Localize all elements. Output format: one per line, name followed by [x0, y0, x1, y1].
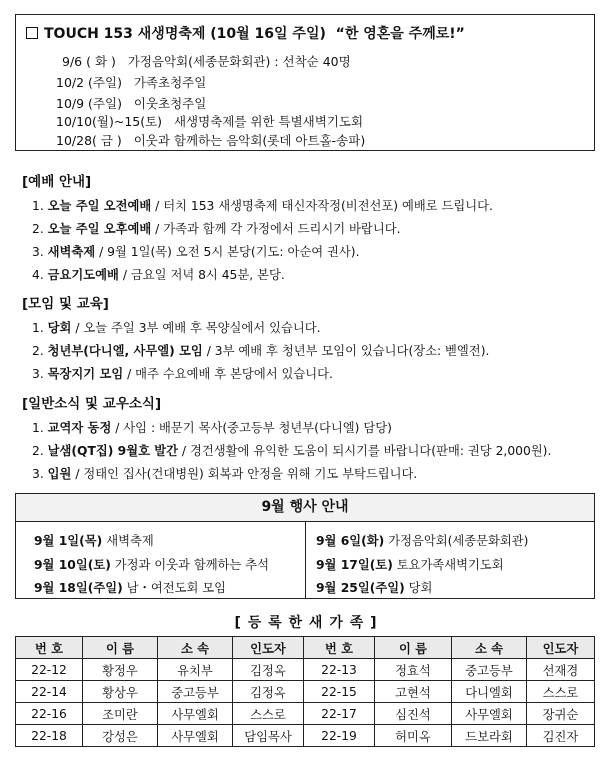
list-item: 3. 목장지기 모임 / 매주 수요예배 후 본당에서 있습니다.: [32, 367, 333, 381]
festival-event: 10/2 (주일) 가족초청주일: [56, 75, 207, 90]
festival-event: 10/9 (주일) 이웃초청주일: [56, 96, 207, 111]
list-item: 3. 새벽축제 / 9월 1일(목) 오전 5시 본당(기도: 아순여 권사).: [32, 245, 360, 259]
table-cell: 사무엘회: [158, 703, 233, 725]
table-cell: 중고등부: [452, 659, 527, 681]
table-cell: 김진자: [527, 725, 595, 747]
schedule-title: 9월 행사 안내: [16, 494, 594, 522]
table-cell: 장귀순: [527, 703, 595, 725]
list-item: 2. 날샘(QT집) 9월호 발간 / 경건생활에 유익한 도움이 되시기를 바랍니다(판매: 권당 2,000원).: [32, 444, 552, 458]
festival-title: TOUCH 153 새생명축제 (10월 16일 주일) “한 영혼을 주께로!”: [26, 23, 465, 43]
checkbox-square-icon: [26, 27, 38, 39]
table-cell: 22-17: [304, 703, 375, 725]
table-cell: 다니엘회: [452, 681, 527, 703]
table-row: [16, 681, 595, 703]
schedule-item: 9월 18일(주일) 남・여전도회 모임: [34, 581, 226, 595]
table-cell: 사무엘회: [452, 703, 527, 725]
column-header: 번 호: [304, 637, 375, 659]
table-cell: 22-12: [16, 659, 83, 681]
schedule-item: 9월 25일(주일) 당회: [316, 581, 433, 595]
section-heading-meetings: [모임 및 교육]: [22, 296, 109, 312]
table-cell: 조미란: [83, 703, 158, 725]
table-cell: 스스로: [233, 703, 304, 725]
table-row: [16, 659, 595, 681]
table-cell: 선재경: [527, 659, 595, 681]
column-header: 번 호: [16, 637, 83, 659]
table-cell: 황정우: [83, 659, 158, 681]
festival-box: [15, 14, 595, 151]
table-cell: 고현석: [375, 681, 452, 703]
festival-event: 10/28( 금 ) 이웃과 함께하는 음악회(롯데 아트홀-송파): [56, 133, 366, 148]
list-item: 3. 입원 / 정태인 집사(건대병원) 회복과 안정을 위해 기도 부탁드립니다.: [32, 467, 418, 481]
schedule-item: 9월 17일(토) 토요가족새벽기도회: [316, 558, 504, 572]
column-header: 이 름: [375, 637, 452, 659]
table-cell: 스스로: [527, 681, 595, 703]
table-cell: 22-19: [304, 725, 375, 747]
table-cell: 22-13: [304, 659, 375, 681]
table-cell: 22-14: [16, 681, 83, 703]
table-cell: 중고등부: [158, 681, 233, 703]
list-item: 2. 청년부(다니엘, 사무엘) 모임 / 3부 예배 후 청년부 모임이 있습니다(장소: 벧엘전).: [32, 344, 490, 358]
column-header: 소 속: [452, 637, 527, 659]
table-cell: 강성은: [83, 725, 158, 747]
table-cell: 김정옥: [233, 681, 304, 703]
festival-slogan: “한 영혼을 주께로!”: [335, 26, 465, 42]
schedule-item: 9월 6일(화) 가정음악회(세종문화회관): [316, 534, 529, 548]
column-header: 인도자: [527, 637, 595, 659]
section-heading-news: [일반소식 및 교우소식]: [22, 396, 162, 412]
column-header: 인도자: [233, 637, 304, 659]
table-cell: 22-16: [16, 703, 83, 725]
list-item: 4. 금요기도예배 / 금요일 저녁 8시 45분, 본당.: [32, 268, 285, 282]
table-cell: 드보라회: [452, 725, 527, 747]
list-item: 2. 오늘 주일 오후예배 / 가족과 함께 각 가정에서 드리시기 바랍니다.: [32, 222, 401, 236]
table-cell: 사무엘회: [158, 725, 233, 747]
table-cell: 허미옥: [375, 725, 452, 747]
festival-event: 10/10(월)~15(토) 새생명축제를 위한 특별새벽기도회: [56, 114, 364, 129]
table-cell: 담임목사: [233, 725, 304, 747]
table-cell: 유치부: [158, 659, 233, 681]
table-row: [16, 725, 595, 747]
table-header-row: [16, 637, 595, 659]
table-cell: 황상우: [83, 681, 158, 703]
column-header: 이 름: [83, 637, 158, 659]
table-cell: 22-15: [304, 681, 375, 703]
schedule-item: 9월 1일(목) 새벽축제: [34, 534, 154, 548]
list-item: 1. 당회 / 오늘 주일 3부 예배 후 목양실에서 있습니다.: [32, 321, 321, 335]
table-cell: 김정옥: [233, 659, 304, 681]
registration-title: [ 등 록 한 새 가 족 ]: [234, 615, 378, 631]
registration-table: [15, 636, 595, 747]
list-item: 1. 교역자 동정 / 사임 : 배문기 목사(중고등부 청년부(다니엘) 담당): [32, 421, 392, 435]
list-item: 1. 오늘 주일 오전예배 / 터치 153 새생명축제 태신자작정(비전선포) 예배로 드립니다.: [32, 199, 493, 213]
table-cell: 22-18: [16, 725, 83, 747]
september-schedule-box: [15, 493, 595, 599]
table-row: [16, 703, 595, 725]
table-cell: 심진석: [375, 703, 452, 725]
schedule-divider: [305, 521, 306, 598]
section-heading-worship: [예배 안내]: [22, 174, 92, 190]
column-header: 소 속: [158, 637, 233, 659]
festival-event: 9/6 ( 화 ) 가정음악회(세종문화회관) : 선착순 40명: [62, 54, 351, 69]
table-cell: 정효석: [375, 659, 452, 681]
schedule-item: 9월 10일(토) 가정과 이웃과 함께하는 추석: [34, 558, 270, 572]
